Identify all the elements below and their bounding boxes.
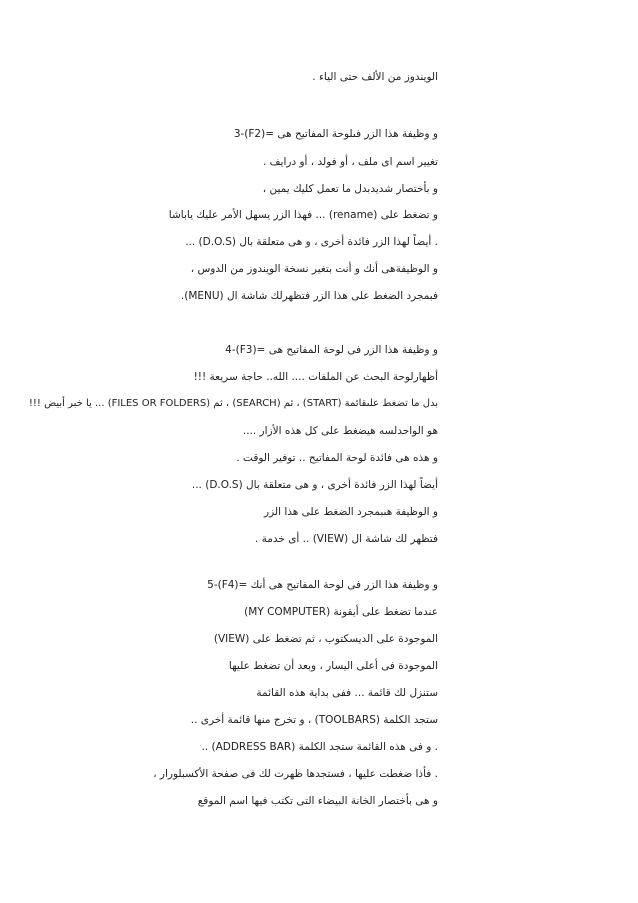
f3-heading: 4-(F3)= و وظيفة هذا الزر فى لوحة المفاتيح هى xyxy=(225,344,438,356)
f4-line: ستجد الكلمة (TOOLBARS) ، و تخرج منها قائمة أخرى .. xyxy=(190,714,438,726)
f2-line: تغيير اسم اى ملف ، أو فولد ، أو درايف . xyxy=(262,156,438,168)
f4-line: الموجودة فى أعلى اليسار ، وبعد أن تضغط عليها xyxy=(228,660,438,672)
f3-line: و هذه هى فائدة لوحة المفاتيح .. توفير الوقت . xyxy=(236,452,438,464)
f3-line: أظهارلوحة البحث عن الملفات .... الله.. حاجة سريعة !!! xyxy=(193,371,438,383)
f4-line: الموجودة على الديسكتوب ، ثم تضغط على (VIEW) xyxy=(213,633,438,645)
f2-heading: 3-(F2)= و وظيفة هذا الزر فىلوحة المفاتيح هى xyxy=(233,128,438,140)
f4-line: . و فى هذه القائمة ستجد الكلمة (ADDRESS BAR) .. xyxy=(201,741,438,753)
f4-line: و هى بأختصار الخانة البيضاء التى تكتب فيها اسم الموقع xyxy=(197,795,438,807)
f2-line: و الوظيفةهى أنك و أنت بتغير نسخة الويندوز من الدوس ، xyxy=(190,263,438,275)
f4-line: ستنزل لك قائمة ... ففى بداية هذه القائمة xyxy=(256,687,438,699)
f4-heading: 5-(F4)= و وظيفة هذا الزر فى لوحة المفاتيح هى أنك xyxy=(207,579,438,591)
f3-line: أيضاً لهذا الزر فائدة أخرى ، و هى متعلقة بال (D.O.S) ... xyxy=(191,479,438,491)
f2-line: و بأختصار شديدبدل ما تعمل كليك يمين ، xyxy=(262,183,438,195)
f4-line: عندما تضغط على أيقونة (MY COMPUTER) xyxy=(244,606,438,618)
intro-line: الويندوز من الألف حتى الياء . xyxy=(312,71,438,83)
f3-line: فتظهر لك شاشة ال (VIEW) .. أى خدمة . xyxy=(254,533,438,545)
f3-line: هو الواحدلسه هيضغط على كل هذه الأزار .... xyxy=(242,425,438,437)
f3-line: و الوظيفة هىبمجرد الضغط على هذا الزر xyxy=(264,506,438,518)
f3-line: بدل ما تضغط علىقائمة (START) ، ثم (SEARCH) ، ثم (FILES OR FOLDERS) ... يا خبر أبيض !!! xyxy=(28,398,438,409)
f2-line: . أيضاً لهذا الزر فائدة أخرى ، و هى متعلقة بال (D.O.S) ... xyxy=(185,236,438,248)
f4-line: . فأذا ضغطت عليها ، فستجدها ظهرت لك فى صفحة الأكسبلورار ، xyxy=(153,768,438,780)
f2-line: و تضغط على (rename) ... فهذا الزر يسهل الأمر عليك ياباشا xyxy=(168,209,438,221)
f2-line: فبمجرد الضغط على هذا الزر فتظهرلك شاشة ال (MENU). xyxy=(180,290,438,302)
